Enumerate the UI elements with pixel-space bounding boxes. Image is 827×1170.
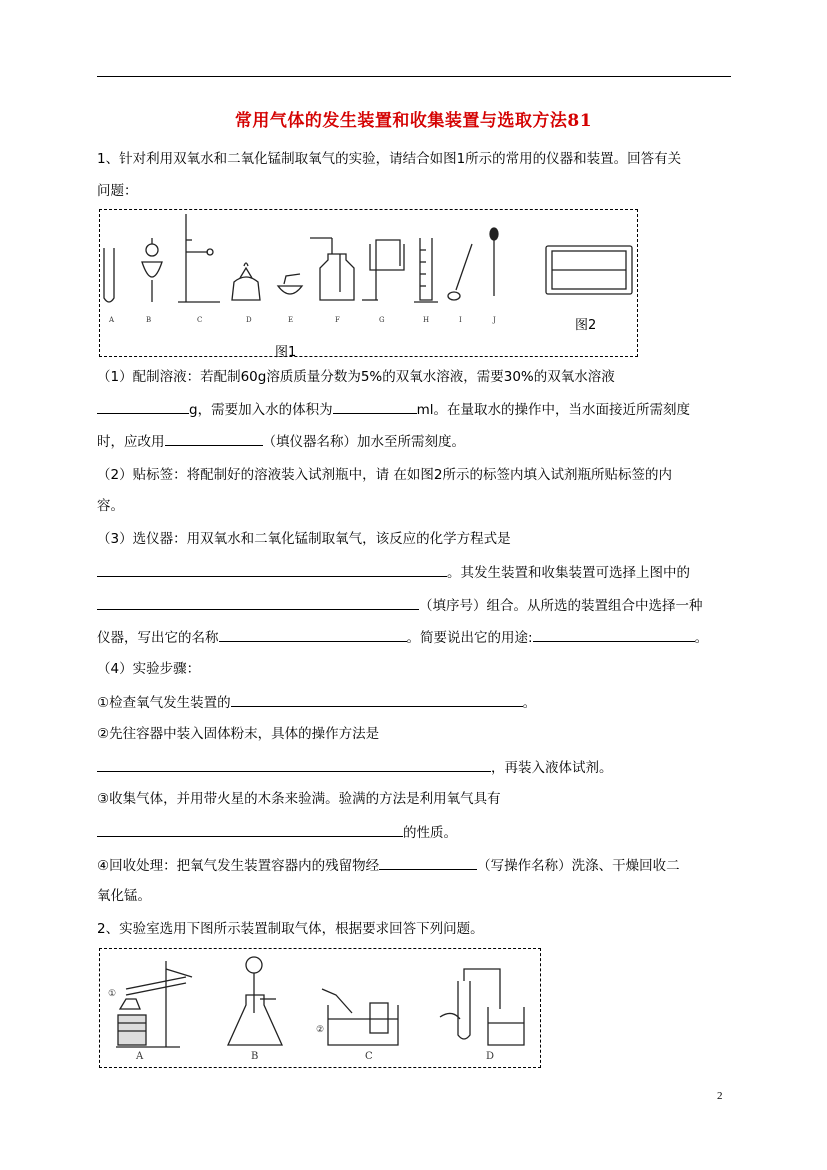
q1-step1: [97, 692, 536, 712]
beaker-test-icon: [440, 969, 524, 1045]
q1-stem-line2: 问题：: [97, 183, 138, 199]
answer-blank-instrument-name[interactable]: [219, 627, 407, 642]
letter-q2-b: B: [251, 1051, 259, 1062]
letter-q2-a: A: [136, 1051, 144, 1062]
letter-q2-c: C: [365, 1051, 373, 1062]
answer-blank-operation[interactable]: [379, 855, 477, 870]
gas-bottle-icon: [310, 238, 354, 300]
iron-stand-icon: [178, 214, 220, 302]
q1-step4-text-a: ④回收处理：把氧气发生装置容器内的残留物经: [97, 858, 380, 874]
q1-p1-text-c: 时，应改用: [97, 434, 165, 450]
q1-p2-line1: （2）贴标签：将配制好的溶液装入试剂瓶中，请 在如图2所示的标签内填入试剂瓶所贴标签的内: [97, 467, 672, 483]
test-tube-icon: [104, 248, 114, 302]
q1-step4-text-b: （写操作名称）洗涤、干燥回收二: [477, 858, 680, 874]
answer-blank-usage[interactable]: [533, 627, 695, 642]
letter-i: I: [459, 316, 462, 324]
q1-step2-line1: ②先往容器中装入固体粉末，具体的操作方法是: [97, 726, 380, 742]
mark-circle-2: ②: [316, 1025, 325, 1035]
answer-blank-instrument[interactable]: [165, 431, 263, 446]
letter-d: D: [246, 316, 252, 324]
q1-step4-line2: 氧化锰。: [97, 888, 151, 904]
water-trough-icon: [322, 989, 398, 1045]
letter-a: A: [109, 316, 115, 324]
letter-f: F: [335, 316, 340, 324]
q1-step1-text: ①检查氧气发生装置的: [97, 695, 231, 711]
page-number: 2: [717, 1090, 723, 1102]
figure-q2-apparatus: [100, 949, 540, 1067]
q1-p3-text-e: 。: [694, 630, 709, 646]
separatory-funnel-icon: [142, 238, 162, 302]
letter-b: B: [146, 316, 152, 324]
letter-h: H: [423, 316, 430, 324]
evaporating-dish-icon: [278, 274, 302, 294]
q1-p1-text-d: （填仪器名称）加水至所需刻度。: [262, 434, 465, 450]
figure-2-caption: 图2: [575, 318, 597, 333]
heating-apparatus-icon: [116, 961, 192, 1047]
q1-p3-line2: [97, 562, 690, 582]
q1-p3-line4: [97, 627, 708, 647]
answer-blank-device-combo[interactable]: [97, 595, 419, 610]
q1-p3-text-b: （填序号）组合。从所选的装置组合中选择一种: [419, 598, 703, 614]
page-title: 常用气体的发生装置和收集装置与选取方法81: [234, 111, 593, 131]
answer-blank-powder-method[interactable]: [97, 757, 491, 772]
q1-p2-line2: 容。: [97, 498, 124, 514]
figure-q2-box: [99, 948, 541, 1068]
answer-blank-water-volume[interactable]: [333, 399, 417, 414]
q1-p3-text-c: 仪器，写出它的名称: [97, 630, 219, 646]
answer-blank-check[interactable]: [231, 692, 523, 707]
q1-step2-text: ，再装入液体试剂。: [491, 760, 613, 776]
erlenmeyer-flask-icon: [228, 957, 282, 1045]
q1-step1-end: 。: [522, 695, 537, 711]
letter-g: G: [379, 316, 385, 324]
letter-e: E: [288, 316, 294, 324]
q1-p4-heading: （4）实验步骤：: [97, 661, 201, 677]
q1-step3-text: 的性质。: [403, 825, 457, 841]
q2-stem: 2、实验室选用下图所示装置制取气体，根据要求回答下列问题。: [97, 921, 484, 937]
label-frame-figure2: [546, 246, 632, 294]
answer-blank-property[interactable]: [97, 822, 403, 837]
q1-p1-text-a: g，需要加入水的体积为: [189, 402, 333, 418]
q1-p3-line1: （3）选仪器：用双氧水和二氧化锰制取氧气，该反应的化学方程式是: [97, 531, 511, 547]
figure-1-caption: 图1: [275, 345, 297, 360]
q1-p3-text-a: 。其发生装置和收集装置可选择上图中的: [447, 565, 690, 581]
alcohol-lamp-icon: [232, 263, 260, 300]
q1-p3-text-d: 。简要说出它的用途:: [406, 630, 533, 646]
measuring-cylinder-icon: [414, 238, 438, 302]
figure-1-apparatus: [100, 210, 637, 356]
q1-step3-line1: ③收集气体，并用带火星的木条来验满。验满的方法是利用氧气具有: [97, 791, 501, 807]
dropper-icon: [490, 228, 498, 296]
q1-stem-line1: 1、针对利用双氧水和二氧化锰制取氧气的实验，请结合如图1所示的常用的仪器和装置。回答有关: [97, 151, 682, 167]
q1-p1-line3: [97, 431, 465, 451]
spatula-icon: [448, 244, 472, 300]
mark-circle-1: ①: [108, 989, 117, 999]
q1-p3-line3: [97, 595, 703, 615]
q1-step4-line1: [97, 855, 680, 875]
letter-q2-d: D: [486, 1051, 495, 1062]
gas-collection-icon: [362, 240, 404, 300]
q1-p1-line2: [97, 399, 690, 419]
q1-step2-line2: [97, 757, 613, 777]
figure-1-box: [99, 209, 638, 360]
q1-p1-text-b: ml。在量取水的操作中，当水面接近所需刻度: [416, 402, 690, 418]
q1-p1-line1: （1）配制溶液：若配制60g溶质质量分数为5%的双氧水溶液，需要30%的双氧水溶液: [97, 369, 615, 385]
q1-step3-line2: [97, 822, 457, 842]
letter-c: C: [197, 316, 203, 324]
header-rule: [97, 76, 731, 77]
answer-blank-volume-30[interactable]: [97, 399, 189, 414]
letter-j: J: [493, 316, 496, 324]
answer-blank-equation[interactable]: [97, 562, 447, 577]
